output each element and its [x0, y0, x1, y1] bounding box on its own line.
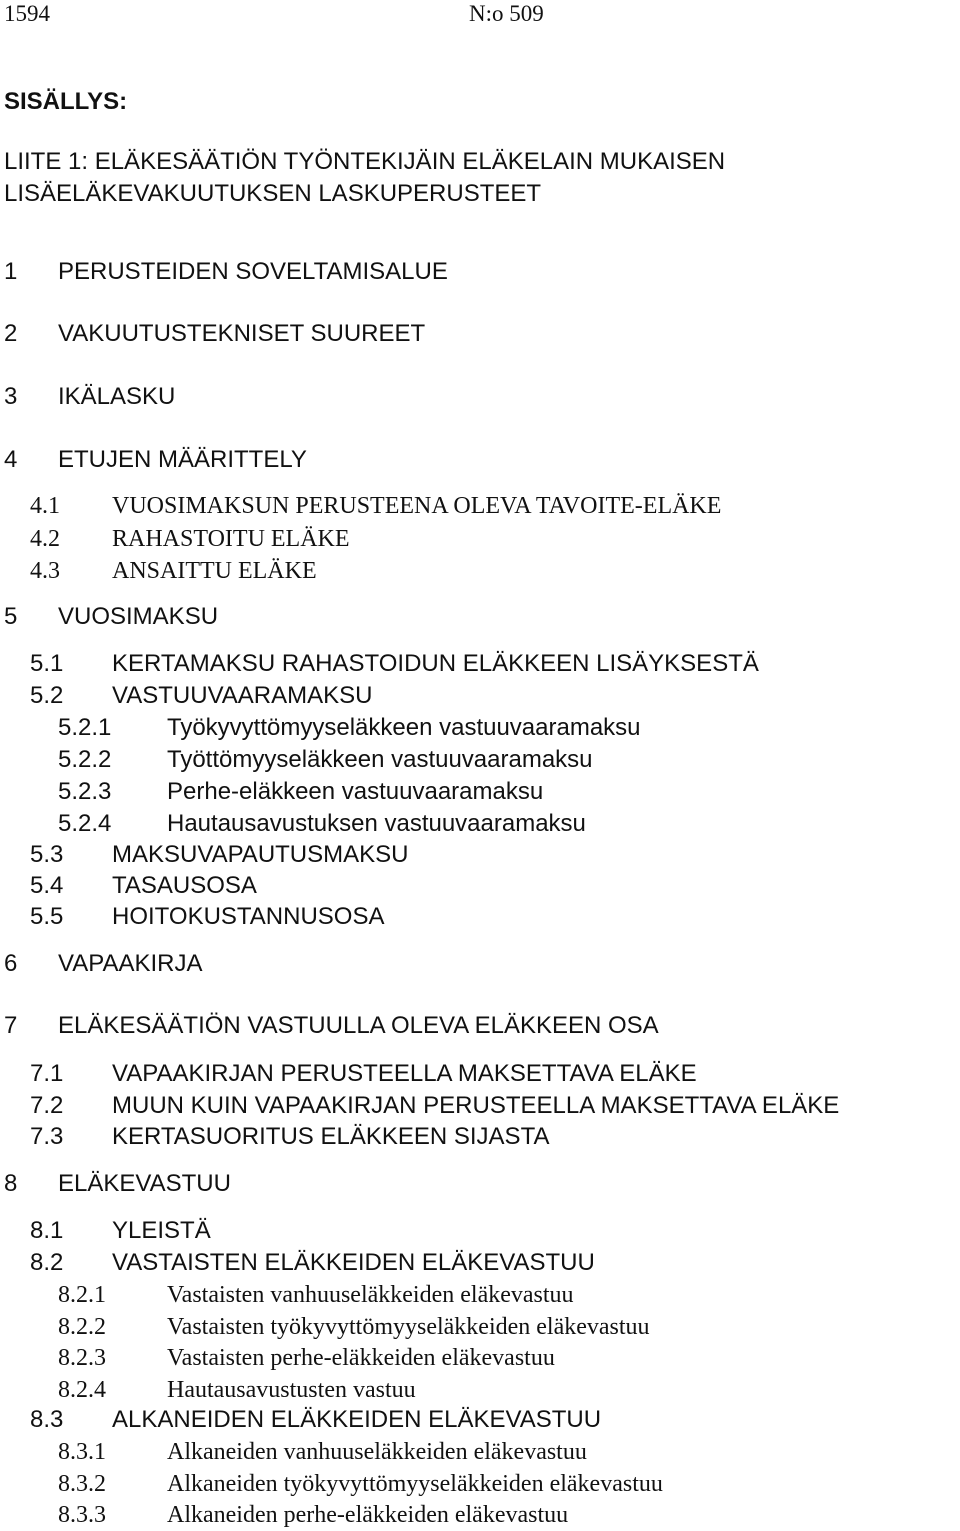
toc-entry-number: 4.1 — [30, 493, 60, 519]
toc-entry-label: Perhe-eläkkeen vastuuvaaramaksu — [167, 778, 544, 805]
toc-entry-number: 1 — [4, 258, 18, 285]
toc-entry-number: 8.3 — [30, 1406, 64, 1433]
toc-entry-number: 8.2.4 — [58, 1377, 106, 1403]
toc-entry-label: Työttömyyseläkkeen vastuuvaaramaksu — [167, 746, 593, 773]
toc-entry-label: Vastaisten vanhuuseläkkeiden eläkevastuu — [167, 1282, 574, 1308]
issue-number: N:o 509 — [469, 1, 544, 26]
toc-entry-number: 4 — [4, 446, 18, 473]
toc-entry-label: Alkaneiden työkyvyttömyyseläkkeiden eläkevastuu — [167, 1471, 663, 1497]
toc-entry-number: 5.5 — [30, 903, 64, 930]
toc-entry-label: MUUN KUIN VAPAAKIRJAN PERUSTEELLA MAKSETTAVA ELÄKE — [112, 1092, 840, 1119]
toc-entry-number: 5.4 — [30, 872, 64, 899]
toc-entry-label: YLEISTÄ — [112, 1217, 211, 1244]
toc-entry-number: 3 — [4, 383, 18, 410]
toc-entry-number: 5.2.3 — [58, 778, 112, 805]
page-number: 1594 — [4, 1, 50, 26]
toc-entry-number: 7 — [4, 1012, 18, 1039]
toc-entry-number: 4.2 — [30, 526, 60, 552]
toc-entry-label: Vastaisten perhe-eläkkeiden eläkevastuu — [167, 1345, 555, 1371]
toc-entry-label: ELÄKEVASTUU — [58, 1170, 231, 1197]
toc-entry-label: VAKUUTUSTEKNISET SUUREET — [58, 320, 426, 347]
toc-entry-label: IKÄLASKU — [58, 383, 176, 410]
toc-entry-label: KERTAMAKSU RAHASTOIDUN ELÄKKEEN LISÄYKSESTÄ — [112, 650, 759, 677]
toc-entry-label: VAPAAKIRJA — [58, 950, 203, 977]
toc-entry-label: ETUJEN MÄÄRITTELY — [58, 446, 307, 473]
toc-entry-number: 8.3.1 — [58, 1439, 106, 1465]
toc-entry-number: 5.2.2 — [58, 746, 112, 773]
toc-entry-number: 5.2.4 — [58, 810, 112, 837]
toc-entry-number: 5.2 — [30, 682, 64, 709]
toc-entry-label: VASTUUVAARAMAKSU — [112, 682, 373, 709]
toc-entry-label: Alkaneiden perhe-eläkkeiden eläkevastuu — [167, 1502, 569, 1528]
toc-entry-label: Hautausavustusten vastuu — [167, 1377, 416, 1403]
toc-entry-label: Vastaisten työkyvyttömyyseläkkeiden eläkevastuu — [167, 1314, 650, 1340]
toc-entry-label: Hautausavustuksen vastuuvaaramaksu — [167, 810, 586, 837]
toc-entry-label: TASAUSOSA — [112, 872, 257, 899]
toc-entry-number: 7.1 — [30, 1060, 64, 1087]
toc-entry-label: MAKSUVAPAUTUSMAKSU — [112, 841, 409, 868]
toc-entry-number: 8.1 — [30, 1217, 64, 1244]
toc-entry-label: ANSAITTU ELÄKE — [112, 558, 317, 584]
toc-entry-number: 8.2.2 — [58, 1314, 106, 1340]
toc-entry-number: 8.2 — [30, 1249, 64, 1276]
toc-entry-label: PERUSTEIDEN SOVELTAMISALUE — [58, 258, 448, 285]
toc-entry-label: RAHASTOITU ELÄKE — [112, 526, 350, 552]
toc-entry-label: ELÄKESÄÄTIÖN VASTUULLA OLEVA ELÄKKEEN OSA — [58, 1012, 659, 1039]
toc-title: SISÄLLYS: — [4, 88, 128, 115]
toc-entry-number: 2 — [4, 320, 18, 347]
toc-entry-number: 7.2 — [30, 1092, 64, 1119]
toc-entry-number: 7.3 — [30, 1123, 64, 1150]
toc-entry-label: Työkyvyttömyyseläkkeen vastuuvaaramaksu — [167, 714, 641, 741]
appendix-title-line1: LIITE 1: ELÄKESÄÄTIÖN TYÖNTEKIJÄIN ELÄKELAIN MUKAISEN — [4, 148, 726, 175]
toc-entry-number: 5.2.1 — [58, 714, 112, 741]
toc-entry-number: 6 — [4, 950, 18, 977]
toc-entry-number: 8 — [4, 1170, 18, 1197]
toc-entry-label: VUOSIMAKSUN PERUSTEENA OLEVA TAVOITE-ELÄKE — [112, 493, 722, 519]
toc-entry-label: VUOSIMAKSU — [58, 603, 219, 630]
toc-entry-number: 8.3.2 — [58, 1471, 106, 1497]
toc-entry-label: HOITOKUSTANNUSOSA — [112, 903, 385, 930]
toc-entry-label: VAPAAKIRJAN PERUSTEELLA MAKSETTAVA ELÄKE — [112, 1060, 697, 1087]
toc-entry-number: 4.3 — [30, 558, 60, 584]
toc-entry-label: ALKANEIDEN ELÄKKEIDEN ELÄKEVASTUU — [112, 1406, 602, 1433]
toc-entry-label: VASTAISTEN ELÄKKEIDEN ELÄKEVASTUU — [112, 1249, 595, 1276]
toc-entry-label: KERTASUORITUS ELÄKKEEN SIJASTA — [112, 1123, 550, 1150]
toc-entry-number: 5.1 — [30, 650, 64, 677]
toc-entry-number: 5 — [4, 603, 18, 630]
toc-entry-number: 5.3 — [30, 841, 64, 868]
toc-entry-number: 8.2.1 — [58, 1282, 106, 1308]
toc-entry-number: 8.3.3 — [58, 1502, 106, 1528]
toc-entry-number: 8.2.3 — [58, 1345, 106, 1371]
appendix-title-line2: LISÄELÄKEVAKUUTUKSEN LASKUPERUSTEET — [4, 180, 542, 207]
toc-entry-label: Alkaneiden vanhuuseläkkeiden eläkevastuu — [167, 1439, 587, 1465]
